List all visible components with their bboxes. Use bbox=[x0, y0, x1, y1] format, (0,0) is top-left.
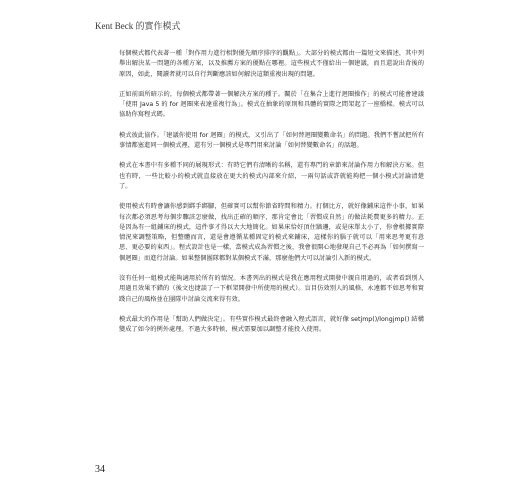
body-text bbox=[119, 49, 424, 346]
paragraph: 沒有任何一組模式能夠適用於所有的情況。本書列出的模式是我在應用程式開發中親自用過的，或者看到別人用過且效果不錯的（後文也捷談了一下框架開發中所使用的模式）。盲目仿效別人的風格，永遠都不如思考和實踐自己的風格並在團隊中討論交流來得有效。 bbox=[119, 275, 424, 303]
page-number: 34 bbox=[95, 464, 105, 475]
paragraph: 使用模式有時會讓你感到綁手綁腳，但確實可以幫你節省時間和精力。打個比方，就好像鋪床這件小事，如果每次都必須思考每個步驟該怎麼做，找出正確的順序，那肯定會比「習慣成自然」的做法耗費更多的精力。正是因為有一組鋪床的模式，這件事才得以大大地簡化。如果床恰好頂住牆邊，或是床單太小了，你會根據實際情況來調整策略，但整體而言，還是會遵循某種固定的模式來鋪床，這樣你的腦子就可以「用來思考更有意思、更必要的東西」。程式設計也是一樣，當模式成為習慣之後，我會很開心地發現自己不必再為「如何撰寫一個迴圈」而進行討論。如果整個團隊都對某個模式不滿，那麼他們大可以討論引入新的模式。 bbox=[119, 203, 424, 262]
paragraph: 模式最大的作用是「幫助人們做決定」。有些實作模式最終會融入程式語言，就好像 setjmp()/longjmp() 結構變成了如今的例外處理。不過大多時候，模式需要加以調整才能投入使用。 bbox=[119, 315, 424, 334]
paragraph: 模式彼此協作。「建議你使用 for 迴圈」的模式，又引出了「如何替迴圈變數命名」的問題。我們不嘗試把所有事情都塞進同一個模式裡，還有另一個模式是專門用來討論「如何替變數命名」的話題。 bbox=[119, 131, 424, 150]
paragraph: 每個模式都代表著一種「對作用力進行相對優先順序排序的觀點」。大部分的模式都由一篇短文來描述，其中列舉出解決某一問題的各種方案，以及推薦方案的優點在哪裡。這些模式不僅給出一個建議，而且還說出背後的原因，如此，閱讀者就可以自行判斷應該如何解決這類重複出現的問題。 bbox=[119, 50, 424, 78]
running-header: Kent Beck 的實作模式 bbox=[95, 21, 181, 31]
paragraph: 模式在本書中有多種不同的展現形式：有時它們有清晰的名稱，還有專門的章節來討論作用力和解決方案。但也有時，一些比較小的模式就直接放在更大的模式內部來介紹，一兩句話或許就能夠把一個小模式討論清楚了。 bbox=[119, 162, 424, 190]
paragraph: 正如前面所暗示的，每個模式都帶著一個解決方案的種子。關於「在集合上進行迴圈操作」的模式可能會建議「使用 Java 5 的 for 迴圈來表達重複行為」。模式在抽象的原則和具體的實際之間架起了一座橋樑。模式可以協助你寫程式碼。 bbox=[119, 90, 424, 119]
